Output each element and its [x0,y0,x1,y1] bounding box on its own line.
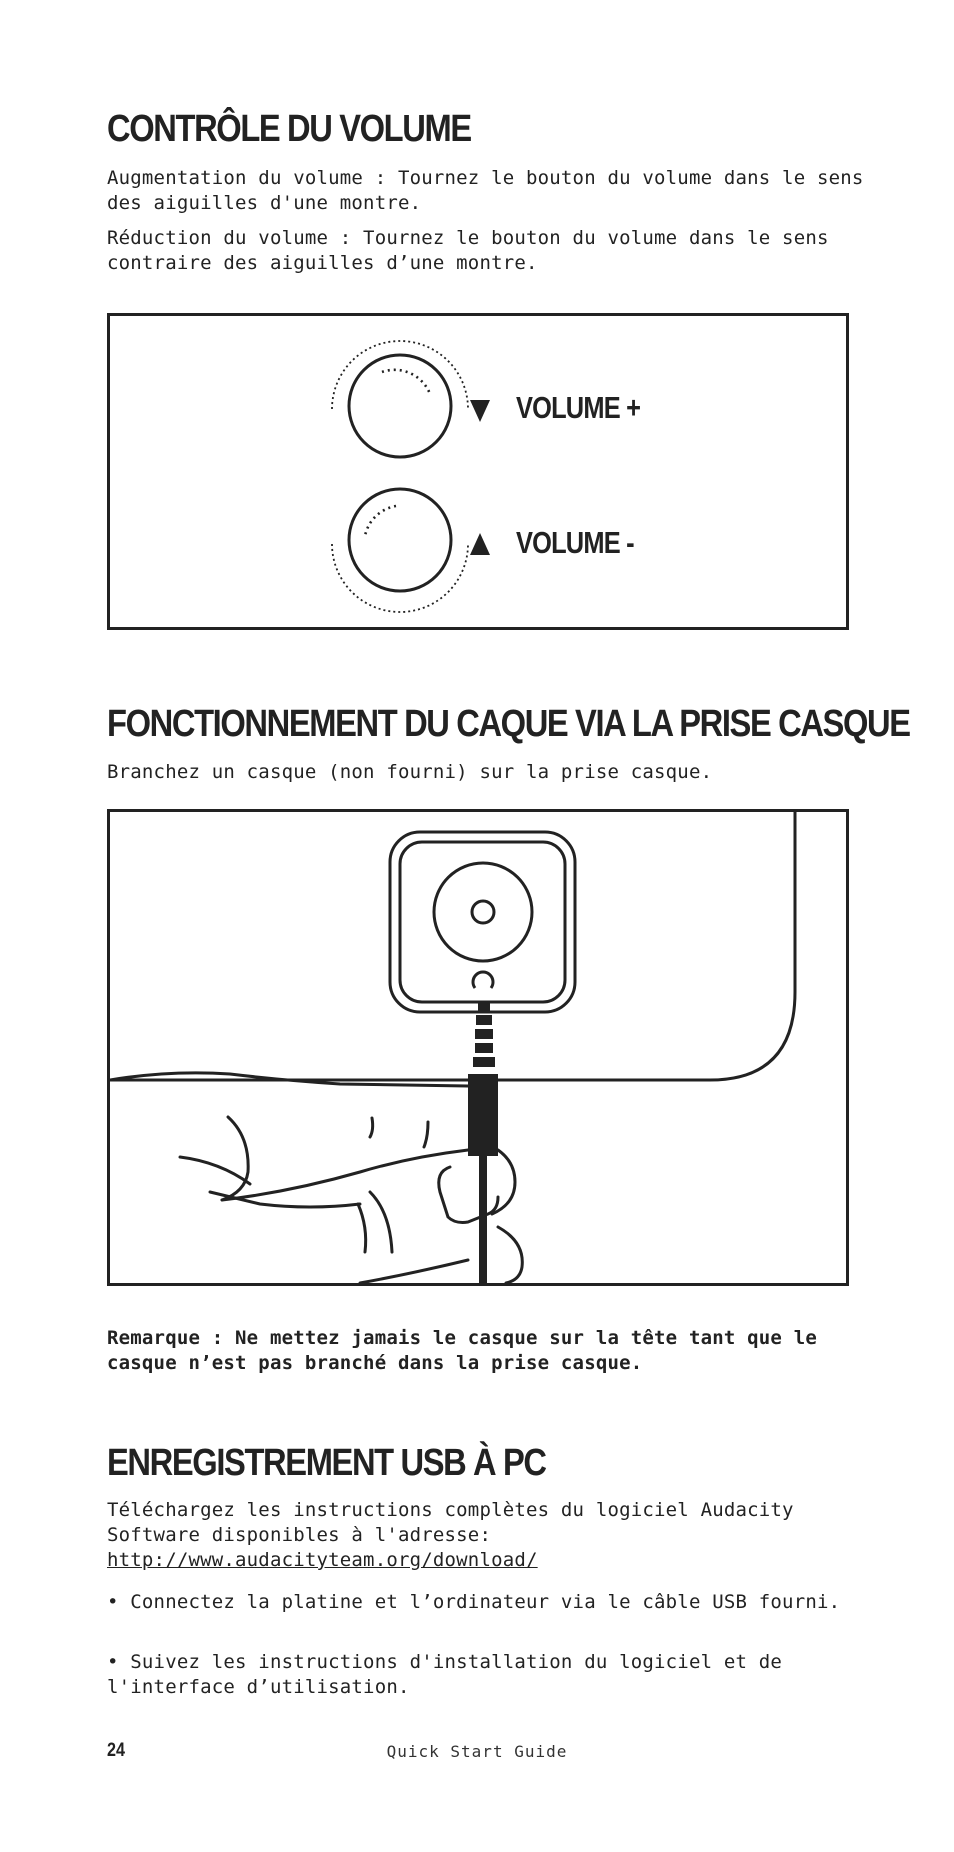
usb-bullet-2: • Suivez les instructions d'installation du logiciel et de l'interface d’utilisation. [107,1651,783,1698]
knob-counterclockwise-icon [332,489,490,612]
headphone-jack-svg [110,812,846,1283]
headphones-note: Remarque : Ne mettez jamais le casque sur la tête tant que le casque n’est pas branché dans la prise casque. [107,1327,817,1374]
volume-increase-text: Augmentation du volume : Tournez le bouton du volume dans le sens des aiguilles d'une montre. [107,167,864,214]
headphones-text: Branchez un casque (non fourni) sur la prise casque. [107,761,713,783]
volume-knobs-svg [110,316,846,627]
headphone-plug-icon [468,1001,498,1283]
usb-bullet-1: • Connectez la platine et l’ordinateur via le câble USB fourni. [107,1591,841,1613]
headphone-jack-illustration [107,809,849,1286]
section-title-usb: ENREGISTREMENT USB À PC [107,1442,546,1484]
usb-intro [107,1498,867,1573]
page-number: 24 [107,1740,125,1761]
audacity-download-link[interactable]: http://www.audacityteam.org/download/ [107,1549,538,1571]
hand-illustration [110,1073,522,1283]
headphone-jack-icon [390,832,575,1012]
section-title-headphones: FONCTIONNEMENT DU CAQUE VIA LA PRISE CASQUE [107,703,910,745]
volume-knob-illustration [107,313,849,630]
volume-decrease-text: Réduction du volume : Tournez le bouton du volume dans le sens contraire des aiguilles d’une montre. [107,227,829,274]
footer-guide-title: Quick Start Guide [386,1742,568,1761]
usb-intro-text: Téléchargez les instructions complètes du logiciel Audacity Software disponibles à l'adresse: [107,1499,794,1546]
section-title-volume: CONTRÔLE DU VOLUME [107,108,471,150]
knob-clockwise-icon [332,341,490,457]
volume-plus-label: VOLUME + [516,390,641,425]
volume-minus-label: VOLUME - [516,525,634,560]
